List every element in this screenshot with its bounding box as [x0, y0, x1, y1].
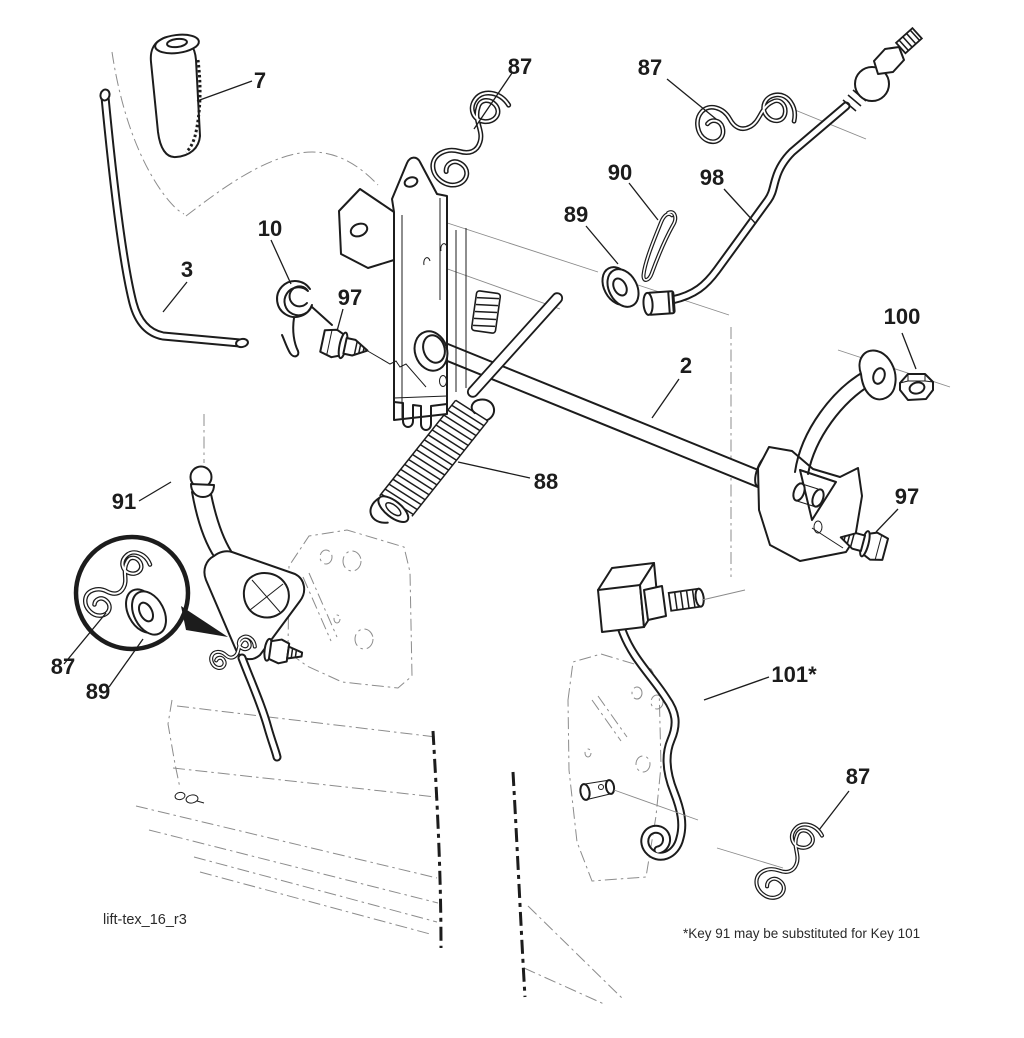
callout-90: 90 — [607, 160, 633, 185]
callout-87-bottom: 87 — [845, 764, 871, 789]
phantom-deck-left — [136, 700, 441, 948]
callout-10: 10 — [257, 216, 283, 241]
retainer-clip-bottom — [751, 816, 823, 905]
callout-91: 91 — [111, 489, 137, 514]
callout-89-detail: 89 — [85, 679, 111, 704]
callout-98: 98 — [699, 165, 725, 190]
callout-97-right: 97 — [894, 484, 920, 509]
lift-link-rod — [643, 28, 922, 315]
lever-arm-right — [598, 563, 745, 856]
callout-labels — [51, 54, 921, 789]
right-bracket — [752, 351, 896, 561]
callout-87-upper-right: 87 — [637, 55, 663, 80]
callout-87-top: 87 — [507, 54, 533, 79]
phantom-deck-bracket-left — [288, 530, 412, 688]
callout-100: 100 — [883, 304, 921, 329]
adjuster-stud — [669, 588, 705, 611]
detail-circle — [76, 537, 228, 649]
callout-89-mid: 89 — [563, 202, 589, 227]
flange-bolt-left — [320, 327, 371, 364]
callout-88: 88 — [533, 469, 559, 494]
washer-mid — [596, 262, 645, 312]
callout-2: 2 — [679, 353, 693, 378]
drawing-id: lift-tex_16_r3 — [103, 912, 187, 928]
ball-joint-fitting — [843, 28, 922, 111]
retainer-clip-upper-right — [693, 84, 797, 149]
callout-3: 3 — [180, 257, 194, 282]
handle-grip — [151, 32, 200, 157]
threaded-bushing — [471, 291, 500, 334]
footnote: *Key 91 may be substituted for Key 101 — [683, 926, 921, 941]
callout-101: 101* — [771, 662, 817, 687]
phantom-deck-right — [513, 772, 624, 1004]
callout-97-left: 97 — [337, 285, 363, 310]
callout-7: 7 — [253, 68, 267, 93]
lever-bolt — [263, 637, 303, 666]
callout-87-detail: 87 — [50, 654, 76, 679]
retainer-clip-top — [427, 83, 510, 192]
lever-arm-left — [191, 467, 305, 758]
deck-fitting — [174, 792, 204, 804]
hairpin-clip — [643, 210, 676, 282]
hex-nut — [900, 374, 933, 400]
